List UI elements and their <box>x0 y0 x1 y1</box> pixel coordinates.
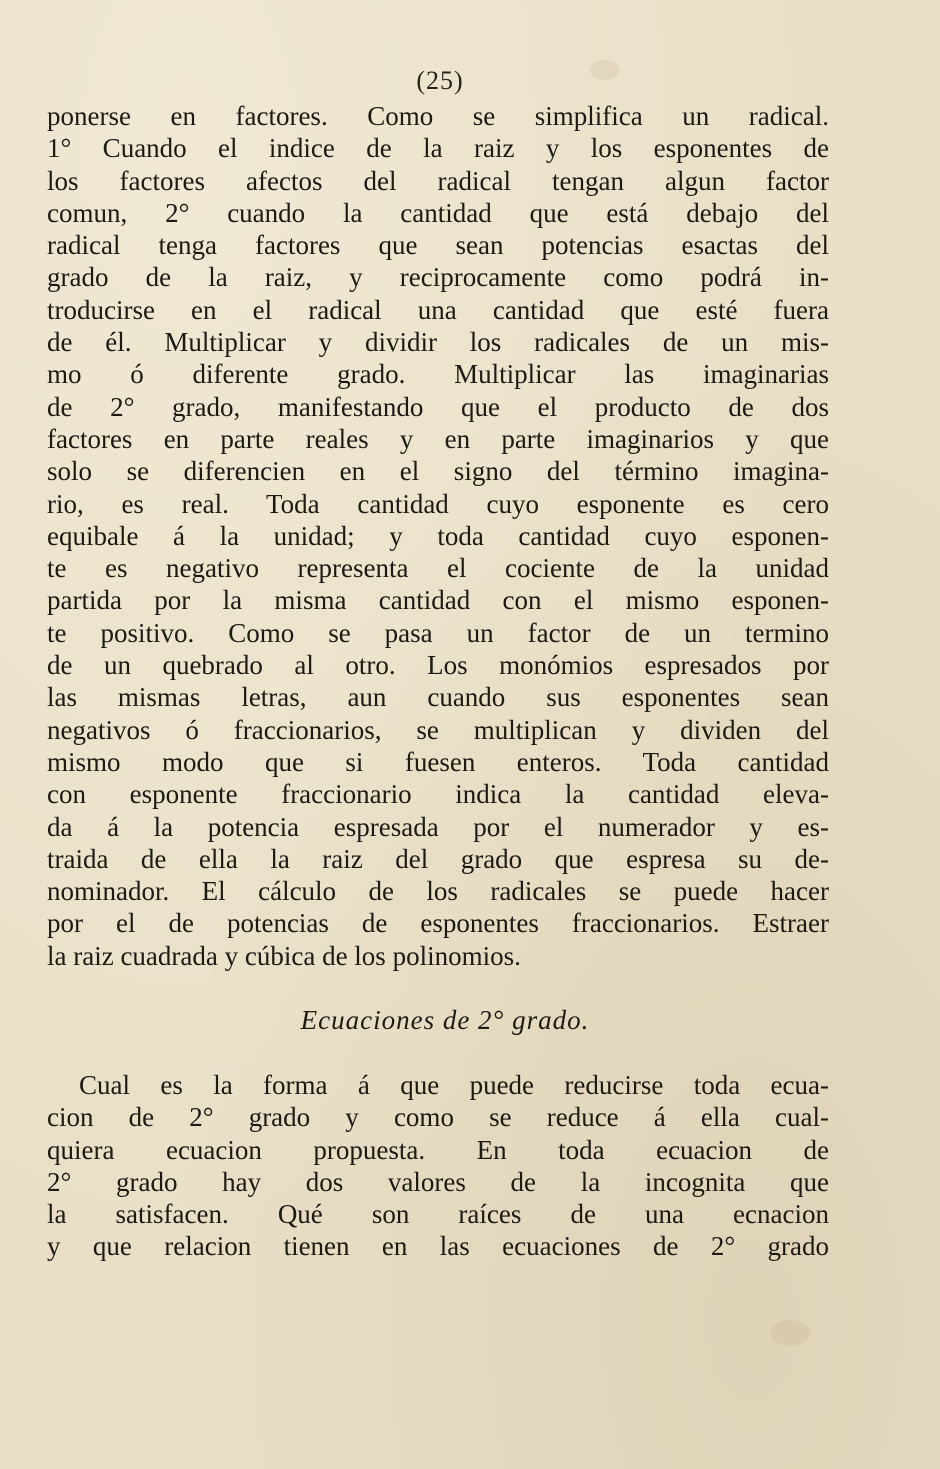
text-line: de 2° grado, manifestando que el producto de dos <box>47 391 829 422</box>
text-line: equibale á la unidad; y toda cantidad cuyo esponen- <box>47 520 829 551</box>
page-number: (25) <box>416 66 464 95</box>
text-line: partida por la misma cantidad con el mismo esponen- <box>47 585 829 616</box>
text-line: 1° Cuando el indice de la raiz y los esponentes de <box>47 133 829 164</box>
text-line: y que relacion tienen en las ecuaciones de 2° grado <box>47 1231 829 1262</box>
text-line: la satisfacen. Qué son raíces de una ecnacion <box>47 1199 829 1230</box>
text-line: da á la potencia espresada por el numerador y es- <box>47 811 829 842</box>
text-line: te es negativo representa el cociente de la unidad <box>47 553 829 584</box>
text-line: nominador. El cálculo de los radicales se puede hacer <box>47 876 829 907</box>
text-line: la raiz cuadrada y cúbica de los polinomios. <box>47 940 521 971</box>
text-line: Cual es la forma á que puede reducirse toda ecua- <box>79 1070 829 1100</box>
text-line: las mismas letras, aun cuando sus esponentes sean <box>47 682 829 713</box>
text-line: solo se diferencien en el signo del término imagina- <box>47 456 829 487</box>
text-line: los factores afectos del radical tengan algun factor <box>47 165 829 196</box>
text-line: mo ó diferente grado. Multiplicar las imaginarias <box>47 359 829 390</box>
text-line: comun, 2° cuando la cantidad que está debajo del <box>47 197 829 228</box>
text-line: grado de la raiz, y reciprocamente como podrá in- <box>47 262 829 293</box>
text-line: por el de potencias de esponentes fraccionarios. Estraer <box>47 908 829 939</box>
text-line: troducirse en el radical una cantidad que esté fuera <box>47 294 829 325</box>
text-line: radical tenga factores que sean potencias esactas del <box>47 230 829 261</box>
text-line: de un quebrado al otro. Los monómios espresados por <box>47 650 829 681</box>
text-line: 2° grado hay dos valores de la incognita que <box>47 1166 829 1197</box>
section-text <box>47 1069 829 1263</box>
text-line: cion de 2° grado y como se reduce á ella cual- <box>47 1102 829 1133</box>
text-line: traida de ella la raiz del grado que espresa su de- <box>47 843 829 874</box>
text-line: negativos ó fraccionarios, se multiplican y dividen del <box>47 714 829 745</box>
text-line: de él. Multiplicar y dividir los radicales de un mis- <box>47 327 829 358</box>
text-line: rio, es real. Toda cantidad cuyo esponente es cero <box>47 488 829 519</box>
text-line: ponerse en factores. Como se simplifica un radical. <box>47 101 829 131</box>
body-text <box>47 100 829 972</box>
section-heading: Ecuaciones de 2° grado. <box>300 1005 590 1035</box>
text-line: mismo modo que si fuesen enteros. Toda cantidad <box>47 746 829 777</box>
text-line: quiera ecuacion propuesta. En toda ecuacion de <box>47 1134 829 1165</box>
text-line: factores en parte reales y en parte imaginarios y que <box>47 423 829 454</box>
paper-stain <box>770 1320 810 1346</box>
text-line: te positivo. Como se pasa un factor de un termino <box>47 617 829 648</box>
text-line: con esponente fraccionario indica la cantidad eleva- <box>47 779 829 810</box>
